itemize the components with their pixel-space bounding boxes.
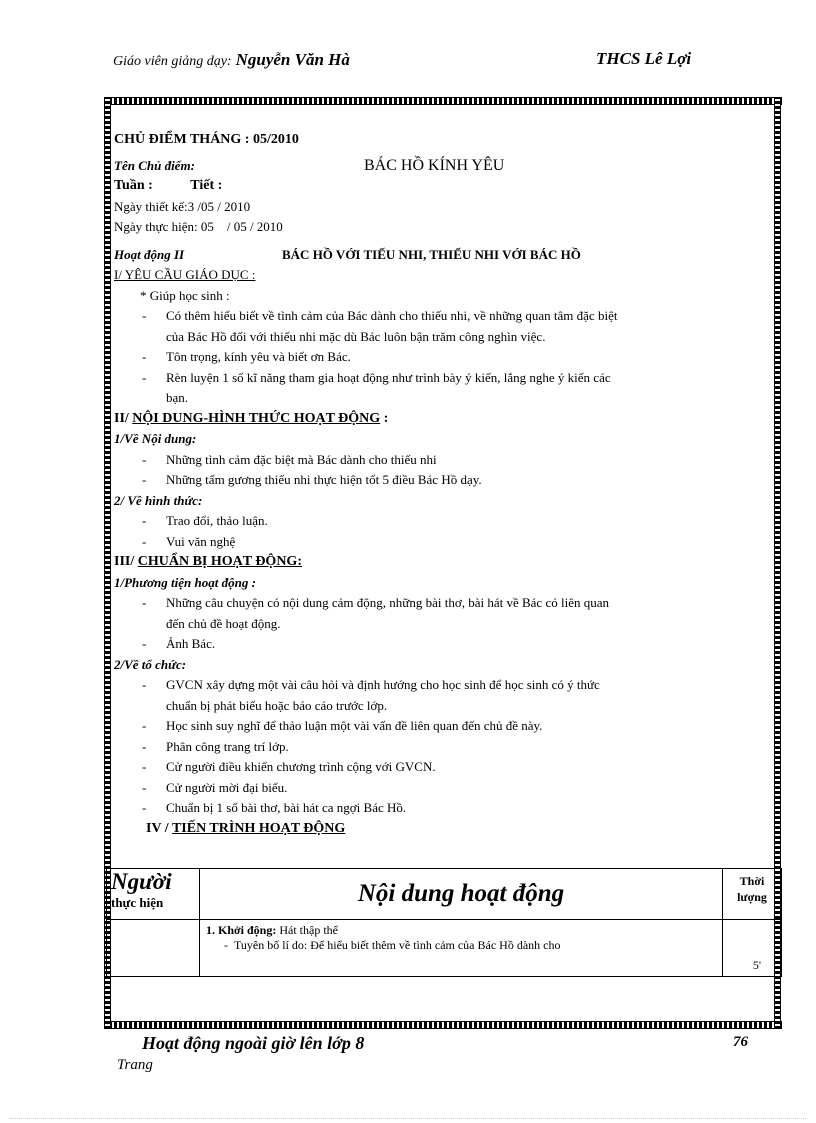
page-number: 76 xyxy=(733,1034,748,1050)
header-teacher xyxy=(113,50,350,70)
section-4-title: IV / TIẾN TRÌNH HOẠT ĐỘNG xyxy=(146,820,346,836)
page-separator xyxy=(10,1118,806,1119)
list-item: - Tôn trọng, kính yêu và biết ơn Bác. xyxy=(114,347,780,368)
list-item: - Chuẩn bị 1 số bài thơ, bài hát ca ngợi Bác Hồ. xyxy=(114,798,780,819)
table-row xyxy=(107,920,782,977)
teacher-label: Giáo viên giảng dạy: xyxy=(113,54,232,69)
section-1-list xyxy=(114,306,780,409)
section-3b-title: 2/Về tổ chức: xyxy=(114,656,187,672)
section-3-title: III/ CHUẨN BỊ HOẠT ĐỘNG: xyxy=(114,554,302,569)
exec-date: Ngày thực hiện: 05 / 05 / 2010 xyxy=(114,219,283,234)
section-1-intro: * Giúp học sinh : xyxy=(140,287,230,303)
week-label: Tuần : xyxy=(114,178,153,193)
frame-bottom-border xyxy=(104,1021,782,1029)
list-item: - Vui văn nghệ xyxy=(114,532,780,553)
footer-trang: Trang xyxy=(117,1057,153,1073)
section-2-title: II/ NỘI DUNG-HÌNH THỨC HOẠT ĐỘNG : xyxy=(114,410,389,426)
footer-title: Hoạt động ngoài giờ lên lớp 8 xyxy=(142,1033,365,1053)
list-item: - Rèn luyện 1 số kĩ năng tham gia hoạt động như trình bày ý kiến, lắng nghe ý kiến các bạn. xyxy=(114,368,780,409)
duration-cell: 5' xyxy=(723,920,782,977)
list-item: - Cử người mời đại biểu. xyxy=(114,778,780,799)
section-2a-list xyxy=(114,450,780,491)
activity-row xyxy=(114,245,780,266)
list-item: - Ảnh Bác. xyxy=(114,634,780,655)
activity-label: Hoạt động II xyxy=(114,246,185,262)
performer-cell xyxy=(107,920,200,977)
section-1-title: I/ YÊU CẦU GIÁO DỤC : xyxy=(114,267,256,282)
month-topic: CHỦ ĐIỂM THÁNG : 05/2010 xyxy=(114,132,299,147)
document-body xyxy=(114,130,780,839)
list-item: - Những tấm gương thiếu nhi thực hiện tốt 5 điều Bác Hồ dạy. xyxy=(114,470,780,491)
section-2b-list xyxy=(114,511,780,552)
section-2b-title: 2/ Về hình thức: xyxy=(114,492,203,508)
frame-top-border xyxy=(104,97,782,105)
topic-name: BÁC HỒ KÍNH YÊU xyxy=(364,156,505,174)
list-item: - Những tình cảm đặc biệt mà Bác dành cho thiếu nhi xyxy=(114,450,780,471)
list-item: - Những câu chuyện có nội dung cảm động, những bài thơ, bài hát về Bác có liên quan đến chủ đề hoạt động. xyxy=(114,593,780,634)
list-item: - Có thêm hiểu biết về tình cảm của Bác dành cho thiếu nhi, về những quan tâm đặc biệt của Bác Hồ đối với thiếu nhi mặc dù Bác luôn bận trăm công nghìn việc. xyxy=(114,306,780,347)
topic-row xyxy=(114,156,780,177)
list-item: - Trao đổi, thảo luận. xyxy=(114,511,780,532)
list-item: - GVCN xây dựng một vài câu hỏi và định hướng cho học sinh để học sinh có ý thức chuẩn bị phát biểu hoặc báo cáo trước lớp. xyxy=(114,675,780,716)
topic-label: Tên Chủ điểm: xyxy=(114,157,195,173)
list-item: - Phân công trang trí lớp. xyxy=(114,737,780,758)
table-header-row xyxy=(107,869,782,920)
week-period-row xyxy=(114,176,780,197)
activity-title: BÁC HỒ VỚI TIẾU NHI, THIẾU NHI VỚI BÁC HỒ xyxy=(282,246,581,262)
section-2a-title: 1/Về Nội dung: xyxy=(114,431,197,446)
design-date: Ngày thiết kế:3 /05 / 2010 xyxy=(114,198,251,214)
teacher-name: Nguyễn Văn Hà xyxy=(235,50,350,69)
header-cell-duration: Thời lượng xyxy=(723,869,782,920)
section-3a-list xyxy=(114,593,780,655)
list-item: - Cử người điều khiển chương trình cộng với GVCN. xyxy=(114,757,780,778)
period-label: Tiết : xyxy=(190,178,223,193)
header-school: THCS Lê Lợi xyxy=(596,49,692,68)
list-item: - Học sinh suy nghĩ để thảo luận một vài vấn đề liên quan đến chủ đề này. xyxy=(114,716,780,737)
activity-table xyxy=(106,868,782,977)
section-3a-title: 1/Phương tiện hoạt động : xyxy=(114,574,256,590)
content-cell: 1. Khởi động: Hát thập thể - Tuyên bố lí do: Để hiểu biết thêm về tình cảm của Bác Hồ dành cho xyxy=(200,920,723,977)
header-cell-performer: Người thực hiện xyxy=(107,869,200,920)
section-3b-list xyxy=(114,675,780,819)
header-cell-content: Nội dung hoạt động xyxy=(200,869,723,920)
